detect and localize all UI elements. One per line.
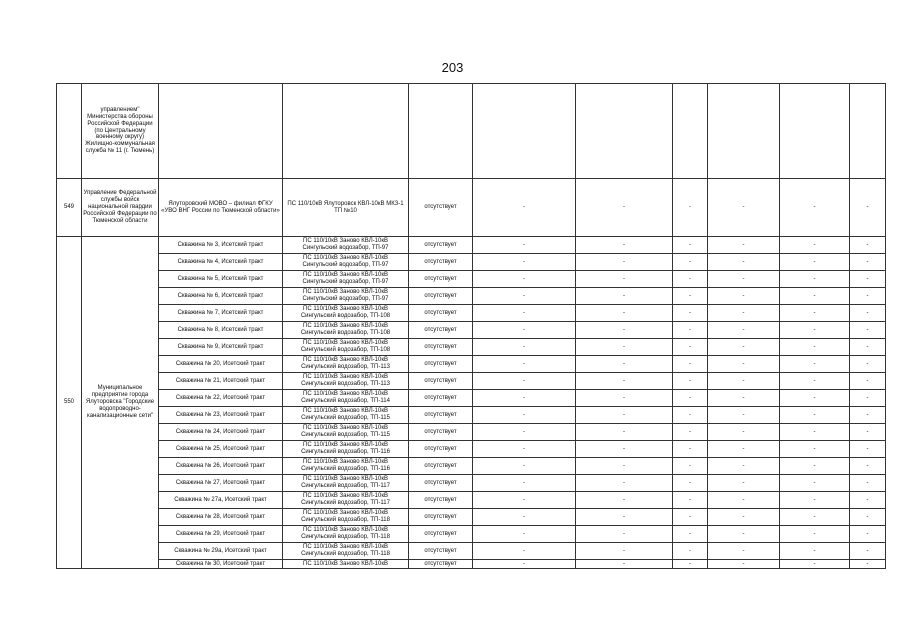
feeder-cell: [283, 305, 409, 322]
value-cell: -: [708, 543, 780, 560]
value-cell: -: [673, 390, 708, 407]
row-number-cell: 549: [57, 179, 82, 237]
status-cell: отсутствует: [409, 322, 473, 339]
value-cell: -: [576, 373, 673, 390]
value-cell: -: [850, 322, 886, 339]
value-cell: -: [673, 254, 708, 271]
value-cell: -: [708, 254, 780, 271]
value-cell: -: [780, 322, 850, 339]
value-cell: -: [473, 237, 576, 254]
status-cell: отсутствует: [409, 356, 473, 373]
value-cell: -: [708, 288, 780, 305]
value-cell: [780, 84, 850, 179]
value-cell: -: [673, 543, 708, 560]
value-cell: [850, 84, 886, 179]
data-table: [56, 83, 886, 569]
value-cell: -: [673, 560, 708, 569]
value-cell: -: [780, 356, 850, 373]
value-cell: -: [780, 441, 850, 458]
consumer-cell: Скважина № 23, Исетский тракт: [159, 407, 283, 424]
consumer-cell: Скважина № 9, Исетский тракт: [159, 339, 283, 356]
value-cell: -: [850, 458, 886, 475]
value-cell: -: [780, 373, 850, 390]
value-cell: -: [850, 288, 886, 305]
feeder-line: Сингульский водозабор, ТП-118: [301, 551, 390, 557]
value-cell: -: [780, 390, 850, 407]
feeder-cell: [283, 322, 409, 339]
value-cell: -: [673, 179, 708, 237]
feeder-line: Сингульский водозабор, ТП-118: [301, 517, 390, 523]
feeder-line: ПС 110/10кВ Заново КВЛ-10кВ: [303, 340, 388, 347]
feeder-line: ПС 110/10кВ Заново КВЛ-10кВ: [303, 357, 388, 364]
feeder-line: ПС 110/10кВ Заново КВЛ-10кВ: [303, 493, 388, 500]
status-cell: отсутствует: [409, 458, 473, 475]
value-cell: -: [576, 543, 673, 560]
feeder-line: Сингульский водозабор, ТП-114: [301, 398, 390, 404]
consumer-cell: Скважина № 5, Исетский тракт: [159, 271, 283, 288]
value-cell: -: [708, 179, 780, 237]
value-cell: -: [850, 339, 886, 356]
consumer-cell: Скважина № 26, Исетский тракт: [159, 458, 283, 475]
status-cell: отсутствует: [409, 237, 473, 254]
value-cell: -: [708, 492, 780, 509]
consumer-cell: Скважина № 30, Исетский тракт: [159, 560, 283, 569]
value-cell: -: [673, 373, 708, 390]
value-cell: -: [473, 509, 576, 526]
consumer-cell: [159, 84, 283, 179]
value-cell: -: [576, 237, 673, 254]
value-cell: -: [708, 424, 780, 441]
value-cell: -: [780, 526, 850, 543]
value-cell: -: [850, 509, 886, 526]
consumer-cell: Скважина № 3, Исетский тракт: [159, 237, 283, 254]
table-row: [57, 84, 886, 179]
feeder-line: ПС 110/10кВ Заново КВЛ-10кВ: [303, 323, 388, 330]
value-cell: -: [708, 271, 780, 288]
value-cell: -: [850, 492, 886, 509]
value-cell: -: [780, 509, 850, 526]
value-cell: -: [673, 441, 708, 458]
feeder-line: ПС 110/10кВ Заново КВЛ-10кВ: [303, 425, 388, 432]
feeder-line: ПС 110/10кВ Заново КВЛ-10кВ: [303, 510, 388, 517]
feeder-line: ПС 110/10кВ Заново КВЛ-10кВ: [303, 527, 388, 534]
feeder-line: ПС 110/10кВ Заново КВЛ-10кВ: [303, 408, 388, 415]
value-cell: -: [780, 254, 850, 271]
value-cell: -: [850, 475, 886, 492]
feeder-cell: [283, 560, 409, 569]
value-cell: -: [708, 373, 780, 390]
status-cell: отсутствует: [409, 475, 473, 492]
table-row: [57, 424, 886, 441]
value-cell: -: [708, 339, 780, 356]
value-cell: -: [673, 407, 708, 424]
value-cell: -: [850, 254, 886, 271]
value-cell: -: [576, 339, 673, 356]
value-cell: -: [576, 322, 673, 339]
value-cell: -: [473, 560, 576, 569]
table-row: [57, 509, 886, 526]
value-cell: -: [673, 339, 708, 356]
value-cell: -: [850, 305, 886, 322]
value-cell: [576, 84, 673, 179]
status-cell: отсутствует: [409, 526, 473, 543]
value-cell: -: [473, 271, 576, 288]
value-cell: -: [673, 458, 708, 475]
table-row: [57, 356, 886, 373]
value-cell: -: [576, 458, 673, 475]
table-row: [57, 339, 886, 356]
value-cell: -: [673, 492, 708, 509]
feeder-line: Сингульский водозабор, ТП-108: [300, 347, 391, 353]
value-cell: -: [473, 254, 576, 271]
value-cell: -: [473, 288, 576, 305]
value-cell: -: [673, 475, 708, 492]
feeder-line: Сингульский водозабор, ТП-115: [301, 432, 390, 438]
value-cell: -: [576, 475, 673, 492]
value-cell: -: [708, 237, 780, 254]
value-cell: -: [708, 560, 780, 569]
feeder-line: Сингульский водозабор, ТП-113: [301, 381, 390, 387]
feeder-cell: [283, 356, 409, 373]
value-cell: [473, 84, 576, 179]
value-cell: -: [576, 288, 673, 305]
feeder-line: Сингульский водозабор, ТП-97: [302, 279, 389, 285]
value-cell: -: [780, 543, 850, 560]
value-cell: -: [473, 543, 576, 560]
feeder-line: ПС 110/10кВ Заново КВЛ-10кВ: [303, 391, 388, 398]
value-cell: -: [708, 390, 780, 407]
feeder-line: Сингульский водозабор, ТП-108: [300, 313, 391, 319]
value-cell: -: [708, 322, 780, 339]
status-cell: [409, 84, 473, 179]
table-row: [57, 492, 886, 509]
status-cell: отсутствует: [409, 179, 473, 237]
feeder-cell: [283, 458, 409, 475]
feeder-line: Сингульский водозабор, ТП-118: [301, 534, 390, 540]
row-number-cell: 550: [57, 237, 82, 569]
value-cell: -: [473, 356, 576, 373]
value-cell: -: [673, 271, 708, 288]
value-cell: -: [576, 179, 673, 237]
value-cell: -: [850, 526, 886, 543]
consumer-cell: Скважина № 24, Исетский тракт: [159, 424, 283, 441]
feeder-cell: [283, 254, 409, 271]
value-cell: -: [708, 509, 780, 526]
feeder-cell: [283, 407, 409, 424]
table-row: [57, 237, 886, 254]
row-number-cell: [57, 84, 82, 179]
status-cell: отсутствует: [409, 288, 473, 305]
feeder-line: Сингульский водозабор, ТП-117: [301, 483, 390, 489]
feeder-line: Сингульский водозабор, ТП-117: [301, 500, 390, 506]
value-cell: -: [708, 305, 780, 322]
table-row: [57, 560, 886, 569]
value-cell: -: [850, 407, 886, 424]
consumer-cell: Ялуторовский МОВО – филиал ФГКУ «УВО ВНГ России по Тюменской области»: [159, 179, 283, 237]
value-cell: -: [780, 305, 850, 322]
value-cell: [708, 84, 780, 179]
feeder-line: Сингульский водозабор, ТП-97: [302, 296, 389, 302]
status-cell: отсутствует: [409, 492, 473, 509]
value-cell: -: [850, 237, 886, 254]
value-cell: -: [473, 373, 576, 390]
status-cell: отсутствует: [409, 339, 473, 356]
table-row: [57, 407, 886, 424]
feeder-line: ПС 110/10кВ Заново КВЛ-10кВ: [303, 272, 388, 279]
value-cell: -: [850, 179, 886, 237]
value-cell: -: [850, 271, 886, 288]
consumer-cell: Скважина № 8, Исетский тракт: [159, 322, 283, 339]
value-cell: -: [576, 492, 673, 509]
table-row: [57, 179, 886, 237]
value-cell: -: [576, 560, 673, 569]
value-cell: -: [473, 492, 576, 509]
feeder-line: ПС 110/10кВ Заново КВЛ-10кВ: [303, 255, 388, 262]
value-cell: -: [673, 424, 708, 441]
consumer-cell: Скважина № 20, Исетский тракт: [159, 356, 283, 373]
feeder-line: ПС 110/10кВ Заново КВЛ-10кВ: [303, 476, 388, 483]
value-cell: -: [473, 424, 576, 441]
feeder-line: Сингульский водозабор, ТП-115: [301, 415, 390, 421]
table-row: [57, 271, 886, 288]
consumer-cell: Скважина № 7, Исетский тракт: [159, 305, 283, 322]
value-cell: -: [576, 305, 673, 322]
value-cell: -: [673, 356, 708, 373]
feeder-line: ПС 110/10кВ Заново КВЛ-10кВ: [303, 238, 388, 245]
value-cell: -: [473, 475, 576, 492]
page-number: 203: [441, 60, 464, 75]
status-cell: отсутствует: [409, 560, 473, 569]
status-cell: отсутствует: [409, 441, 473, 458]
value-cell: -: [576, 441, 673, 458]
status-cell: отсутствует: [409, 373, 473, 390]
status-cell: отсутствует: [409, 543, 473, 560]
value-cell: -: [780, 475, 850, 492]
value-cell: -: [673, 288, 708, 305]
value-cell: -: [780, 179, 850, 237]
value-cell: [673, 84, 708, 179]
table-row: [57, 458, 886, 475]
table-row: [57, 526, 886, 543]
table-row: [57, 441, 886, 458]
consumer-cell: Скважина № 21, Исетский тракт: [159, 373, 283, 390]
status-cell: отсутствует: [409, 407, 473, 424]
value-cell: -: [473, 305, 576, 322]
table-row: [57, 475, 886, 492]
value-cell: -: [850, 560, 886, 569]
value-cell: -: [708, 526, 780, 543]
value-cell: -: [473, 526, 576, 543]
table-row: [57, 305, 886, 322]
consumer-cell: Скважина № 25, Исетский тракт: [159, 441, 283, 458]
status-cell: отсутствует: [409, 390, 473, 407]
feeder-line: ПС 110/10кВ Заново КВЛ-10кВ: [303, 442, 388, 449]
value-cell: -: [850, 356, 886, 373]
feeder-cell: [283, 271, 409, 288]
value-cell: -: [850, 373, 886, 390]
value-cell: -: [473, 407, 576, 424]
table-row: [57, 254, 886, 271]
status-cell: отсутствует: [409, 424, 473, 441]
value-cell: -: [673, 322, 708, 339]
table-row: [57, 288, 886, 305]
feeder-line: Сингульский водозабор, ТП-116: [301, 449, 390, 455]
feeder-line: ПС 110/10кВ Заново КВЛ-10кВ: [303, 560, 388, 567]
consumer-cell: Скважина № 4, Исетский тракт: [159, 254, 283, 271]
value-cell: -: [708, 475, 780, 492]
value-cell: -: [780, 458, 850, 475]
feeder-line: ПС 110/10кВ Заново КВЛ-10кВ: [303, 289, 388, 296]
table-row: [57, 322, 886, 339]
value-cell: -: [780, 271, 850, 288]
feeder-cell: [283, 288, 409, 305]
feeder-line: Сингульский водозабор, ТП-108: [300, 330, 391, 336]
value-cell: -: [576, 254, 673, 271]
status-cell: отсутствует: [409, 509, 473, 526]
value-cell: -: [780, 288, 850, 305]
feeder-cell: [283, 390, 409, 407]
value-cell: -: [780, 407, 850, 424]
value-cell: -: [780, 339, 850, 356]
value-cell: -: [576, 424, 673, 441]
feeder-line: ПС 110/10кВ Заново КВЛ-10кВ: [303, 459, 388, 466]
value-cell: -: [780, 492, 850, 509]
value-cell: -: [708, 356, 780, 373]
feeder-cell: [283, 424, 409, 441]
organization-cell: Муниципальное предприятие города Ялуторовска "Городские водопроводно-канализационные сети": [82, 237, 159, 569]
feeder-line: Сингульский водозабор, ТП-97: [302, 262, 389, 268]
value-cell: -: [473, 458, 576, 475]
consumer-cell: Скважина № 28, Исетский тракт: [159, 509, 283, 526]
consumer-cell: Скважина № 29а, Исетский тракт: [159, 543, 283, 560]
feeder-line: Сингульский водозабор, ТП-97: [302, 245, 389, 251]
organization-cell: Управление Федеральной службы войск национальной гвардии Российской Федерации по Тюменской области: [82, 179, 159, 237]
value-cell: -: [708, 458, 780, 475]
value-cell: -: [673, 237, 708, 254]
consumer-cell: Скважина № 29, Исетский тракт: [159, 526, 283, 543]
consumer-cell: Скважина № 27, Исетский тракт: [159, 475, 283, 492]
feeder-cell: ПС 110/10кВ Ялуторовск КВЛ-10кВ МКЗ-1 ТП №10: [283, 179, 409, 237]
value-cell: -: [576, 356, 673, 373]
value-cell: -: [473, 390, 576, 407]
value-cell: -: [576, 390, 673, 407]
feeder-cell: [283, 373, 409, 390]
table-row: [57, 373, 886, 390]
feeder-line: Сингульский водозабор, ТП-113: [301, 364, 390, 370]
status-cell: отсутствует: [409, 305, 473, 322]
value-cell: -: [780, 424, 850, 441]
value-cell: -: [850, 441, 886, 458]
value-cell: -: [708, 407, 780, 424]
value-cell: -: [673, 305, 708, 322]
consumer-cell: Скважина № 6, Исетский тракт: [159, 288, 283, 305]
table-row: [57, 543, 886, 560]
feeder-cell: [283, 237, 409, 254]
feeder-cell: [283, 441, 409, 458]
value-cell: -: [473, 441, 576, 458]
feeder-cell: [283, 543, 409, 560]
value-cell: -: [576, 526, 673, 543]
feeder-line: ПС 110/10кВ Заново КВЛ-10кВ: [303, 374, 388, 381]
feeder-line: ПС 110/10кВ Заново КВЛ-10кВ: [303, 544, 388, 551]
value-cell: -: [473, 339, 576, 356]
table-row: [57, 390, 886, 407]
feeder-line: Сингульский водозабор, ТП-116: [301, 466, 390, 472]
value-cell: -: [576, 509, 673, 526]
status-cell: отсутствует: [409, 271, 473, 288]
feeder-cell: [283, 492, 409, 509]
feeder-cell: [283, 475, 409, 492]
value-cell: -: [708, 441, 780, 458]
value-cell: -: [780, 560, 850, 569]
feeder-cell: [283, 339, 409, 356]
consumer-cell: Скважина № 22, Исетский тракт: [159, 390, 283, 407]
feeder-cell: [283, 84, 409, 179]
feeder-cell: [283, 509, 409, 526]
consumer-cell: Скважина № 27а, Исетский тракт: [159, 492, 283, 509]
value-cell: -: [850, 390, 886, 407]
value-cell: -: [473, 179, 576, 237]
value-cell: -: [576, 407, 673, 424]
feeder-cell: [283, 526, 409, 543]
status-cell: отсутствует: [409, 254, 473, 271]
value-cell: -: [576, 271, 673, 288]
value-cell: -: [473, 322, 576, 339]
organization-cell: управлением" Министерства обороны Российской Федерации (по Центральному военному округу) Жилищно-коммунальная служба № 11 (г. Тюмень): [82, 84, 159, 179]
value-cell: -: [780, 237, 850, 254]
value-cell: -: [850, 543, 886, 560]
value-cell: -: [673, 509, 708, 526]
value-cell: -: [850, 424, 886, 441]
feeder-line: ПС 110/10кВ Заново КВЛ-10кВ: [303, 306, 388, 313]
value-cell: -: [673, 526, 708, 543]
